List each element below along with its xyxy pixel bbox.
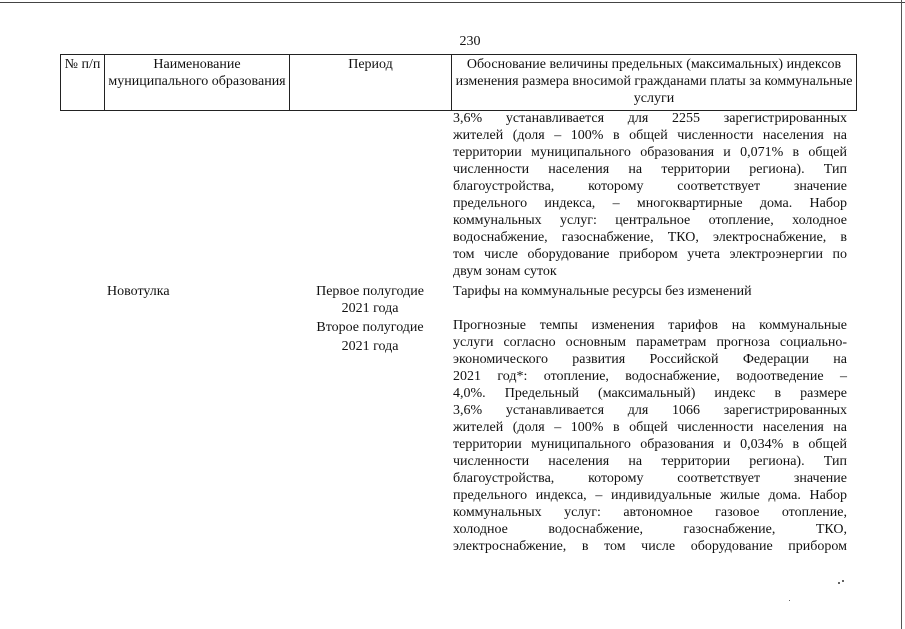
text-line: благоустройства, которому соответствует значение: [453, 179, 847, 194]
text-line: численности населения на территории региона). Тип: [453, 162, 847, 177]
text-line: коммунальных услуг: автономное газовое отопление,: [453, 505, 847, 520]
text-line: водоснабжение, газоснабжение, ТКО, электроснабжение, в: [453, 230, 847, 245]
text-line: предельного индекса, – многоквартирные дома. Набор: [453, 196, 847, 211]
text-line: двум зонам суток: [453, 264, 557, 279]
period-label: Второе полугодие: [316, 320, 424, 335]
period-second-half: [295, 318, 445, 356]
column-header-number: № п/п: [61, 55, 105, 111]
text-line: экономического развития Российской Федерации на: [453, 352, 847, 367]
period-label: Первое полугодие: [316, 284, 424, 299]
text-line: 3,6% устанавливается для 2255 зарегистрированных: [453, 111, 847, 126]
text-line: том числе оборудование прибором учета электроэнергии по: [453, 247, 847, 262]
column-header-period: Период: [290, 55, 452, 111]
first-half-justification: Тарифы на коммунальные ресурсы без изменений: [453, 284, 752, 299]
page-number: 230: [459, 34, 481, 49]
text-line: предельного индекса, – индивидуальные жилые дома. Набор: [453, 488, 847, 503]
period-first-half: [295, 283, 445, 317]
text-line: 4,0%. Предельный (максимальный) индекс в размере: [453, 386, 847, 401]
second-half-justification: [453, 317, 847, 555]
text-line: услуги согласно основным параметрам прогноза социально-: [453, 335, 847, 350]
text-line: благоустройства, которому соответствует значение: [453, 471, 847, 486]
text-line: жителей (доля – 100% в общей численности населения на: [453, 128, 847, 143]
carryover-justification: [453, 110, 847, 280]
scan-top-border: [0, 2, 905, 3]
text-line: электроснабжение, в том числе оборудование прибором: [453, 539, 847, 554]
text-line: 3,6% устанавливается для 1066 зарегистрированных: [453, 403, 847, 418]
column-header-municipality: Наименование муниципального образования: [105, 55, 290, 111]
text-line: численности населения на территории региона). Тип: [453, 454, 847, 469]
table-header: [60, 54, 857, 111]
period-year: 2021 года: [341, 339, 399, 354]
scan-speck: [789, 600, 790, 601]
text-line: 2021 год*: отопление, водоснабжение, водоотведение –: [453, 369, 847, 384]
period-year: 2021 года: [341, 301, 399, 316]
text-line: территории муниципального образования и 0,034% в общей: [453, 437, 847, 452]
text-line: жителей (доля – 100% в общей численности населения на: [453, 420, 847, 435]
scan-speck: [842, 580, 844, 582]
text-line: холодное водоснабжение, газоснабжение, ТКО,: [453, 522, 847, 537]
text-line: территории муниципального образования и 0,071% в общей: [453, 145, 847, 160]
column-header-justification: Обоснование величины предельных (максимальных) индексов изменения размера вносимой гражданами платы за коммунальные услуги: [452, 55, 857, 111]
text-line: коммунальных услуг: центральное отопление, холодное: [453, 213, 847, 228]
scan-speck: [838, 582, 840, 584]
text-line: Прогнозные темпы изменения тарифов на коммунальные: [453, 318, 847, 333]
scan-right-border: [901, 0, 902, 629]
municipality-name: Новотулка: [107, 284, 170, 299]
